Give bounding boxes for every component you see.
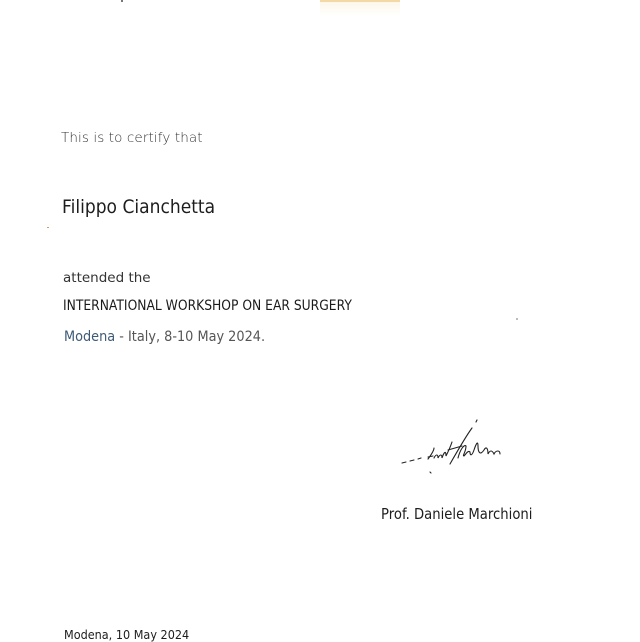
event-title: INTERNATIONAL WORKSHOP ON EAR SURGERY: [63, 298, 352, 314]
attended-label: attended the: [63, 270, 151, 286]
scan-speck: [516, 318, 518, 320]
signatory-name: Prof. Daniele Marchioni: [381, 505, 533, 523]
header-decoration-fade: [320, 2, 400, 16]
event-place-date: [64, 329, 265, 345]
event-place-rest: - Italy, 8-10 May 2024.: [115, 329, 266, 345]
certify-intro-text: This is to certify that: [61, 130, 203, 146]
scan-speck: [47, 227, 49, 228]
recipient-name: Filippo Cianchetta: [62, 196, 216, 218]
signature-image: [400, 410, 560, 500]
event-city: Modena: [64, 329, 116, 345]
header-mark: [121, 0, 123, 2]
issue-date: Modena, 10 May 2024: [64, 627, 190, 642]
